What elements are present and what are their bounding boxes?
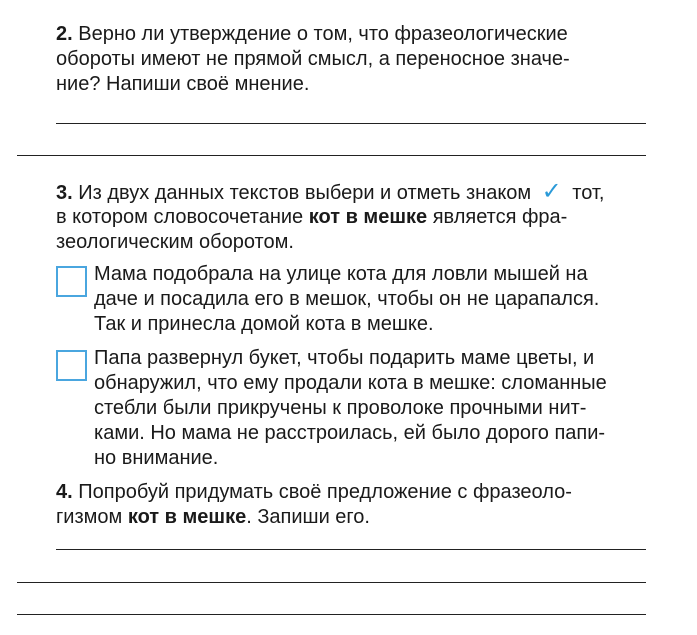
- task2-text-1: Верно ли утверждение о том, что фразеологические: [78, 23, 568, 45]
- task3-line-1: [56, 180, 604, 205]
- task4-line-1: [56, 480, 572, 504]
- answer-line[interactable]: [17, 614, 646, 615]
- option1-checkbox[interactable]: [56, 266, 87, 297]
- checkmark-icon: ✓: [541, 178, 562, 205]
- answer-line[interactable]: [17, 155, 646, 156]
- task3-text-2a: в котором словосочетание: [56, 206, 304, 228]
- task3-text-2b: является фра-: [432, 206, 568, 228]
- task3-line-3: зеологическим оборотом.: [56, 231, 294, 253]
- task4-line-2: [56, 505, 370, 529]
- option1-line: Мама подобрала на улице кота для ловли мышей на: [94, 263, 588, 285]
- option1-line: Так и принесла домой кота в мешке.: [94, 313, 434, 335]
- task3-line-2: [56, 205, 567, 229]
- task3-text-1b: тот,: [572, 182, 605, 204]
- task4-number: 4.: [56, 481, 73, 503]
- task4-text-2b: . Запиши его.: [246, 506, 370, 528]
- task3-text-1a: Из двух данных текстов выбери и отметь знаком: [78, 182, 532, 204]
- phrase-kot-v-meshke: кот в мешке: [127, 506, 247, 528]
- task4-text-2a: гизмом: [56, 506, 123, 528]
- task2-line-2: обороты имеют не прямой смысл, а переносное значе-: [56, 48, 570, 70]
- option2-line: обнаружил, что ему продали кота в мешке: сломанные: [94, 372, 607, 394]
- option2-line: ками. Но мама не расстроилась, ей было дорого папи-: [94, 422, 606, 444]
- task2-line-3: ние? Напиши своё мнение.: [56, 73, 310, 95]
- answer-line[interactable]: [56, 549, 646, 550]
- task2-line-1: [56, 22, 568, 46]
- answer-line[interactable]: [17, 582, 646, 583]
- option2-checkbox[interactable]: [56, 350, 87, 381]
- task4-text-1: Попробуй придумать своё предложение с фразеоло-: [78, 481, 572, 503]
- task2-number: 2.: [56, 23, 73, 45]
- phrase-kot-v-meshke: кот в мешке: [308, 206, 428, 228]
- answer-line[interactable]: [56, 123, 646, 124]
- option2-line: стебли были прикручены к проволоке прочными нит-: [94, 397, 587, 419]
- option2-line: Папа развернул букет, чтобы подарить маме цветы, и: [94, 347, 595, 369]
- option2-line: но внимание.: [94, 447, 219, 469]
- task3-number: 3.: [56, 182, 73, 204]
- option1-line: даче и посадила его в мешок, чтобы он не царапался.: [94, 288, 600, 310]
